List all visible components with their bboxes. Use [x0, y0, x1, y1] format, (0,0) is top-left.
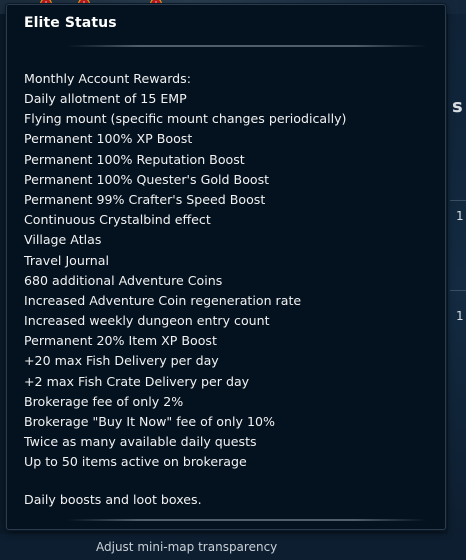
reward-item: Daily allotment of 15 EMP: [24, 91, 187, 106]
reward-item: +20 max Fish Delivery per day: [24, 353, 219, 369]
tooltip-title: Elite Status: [24, 15, 117, 31]
background-value-text: 1: [456, 309, 464, 323]
rewards-list: [24, 89, 346, 473]
elite-status-tooltip: [6, 4, 446, 530]
rewards-heading: Monthly Account Rewards:: [24, 71, 191, 86]
reward-item: Flying mount (specific mount changes periodically): [24, 111, 347, 127]
background-value-text: 1: [456, 209, 464, 223]
reward-item: Travel Journal: [24, 252, 109, 268]
background-option-label[interactable]: Adjust mini-map transparency: [96, 540, 278, 554]
reward-item: Increased weekly dungeon entry count: [24, 313, 270, 329]
title-divider: [67, 45, 427, 47]
background-divider: [450, 200, 466, 201]
reward-item: Permanent 100% Quester's Gold Boost: [24, 171, 270, 187]
reward-item: Brokerage "Buy It Now" fee of only 10%: [24, 414, 275, 429]
background-fragment-text: s: [452, 96, 463, 117]
reward-item: Permanent 20% Item XP Boost: [24, 333, 217, 349]
reward-item: 680 additional Adventure Coins: [24, 272, 223, 288]
reward-item: Continuous Crystalbind effect: [24, 212, 211, 228]
footer-divider: [67, 519, 427, 521]
reward-item: Permanent 100% Reputation Boost: [24, 151, 245, 167]
reward-item: Brokerage fee of only 2%: [24, 393, 184, 409]
reward-item: Village Atlas: [24, 232, 102, 248]
background-divider: [450, 290, 466, 291]
reward-item: Twice as many available daily quests: [24, 434, 257, 450]
tooltip-footer-note: Daily boosts and loot boxes.: [24, 492, 202, 507]
reward-item: Up to 50 items active on brokerage: [24, 454, 247, 470]
reward-item: +2 max Fish Crate Delivery per day: [24, 373, 250, 389]
reward-item: Permanent 99% Crafter's Speed Boost: [24, 191, 266, 207]
reward-item: Permanent 100% XP Boost: [24, 131, 193, 147]
reward-item: Increased Adventure Coin regeneration rate: [24, 292, 302, 308]
